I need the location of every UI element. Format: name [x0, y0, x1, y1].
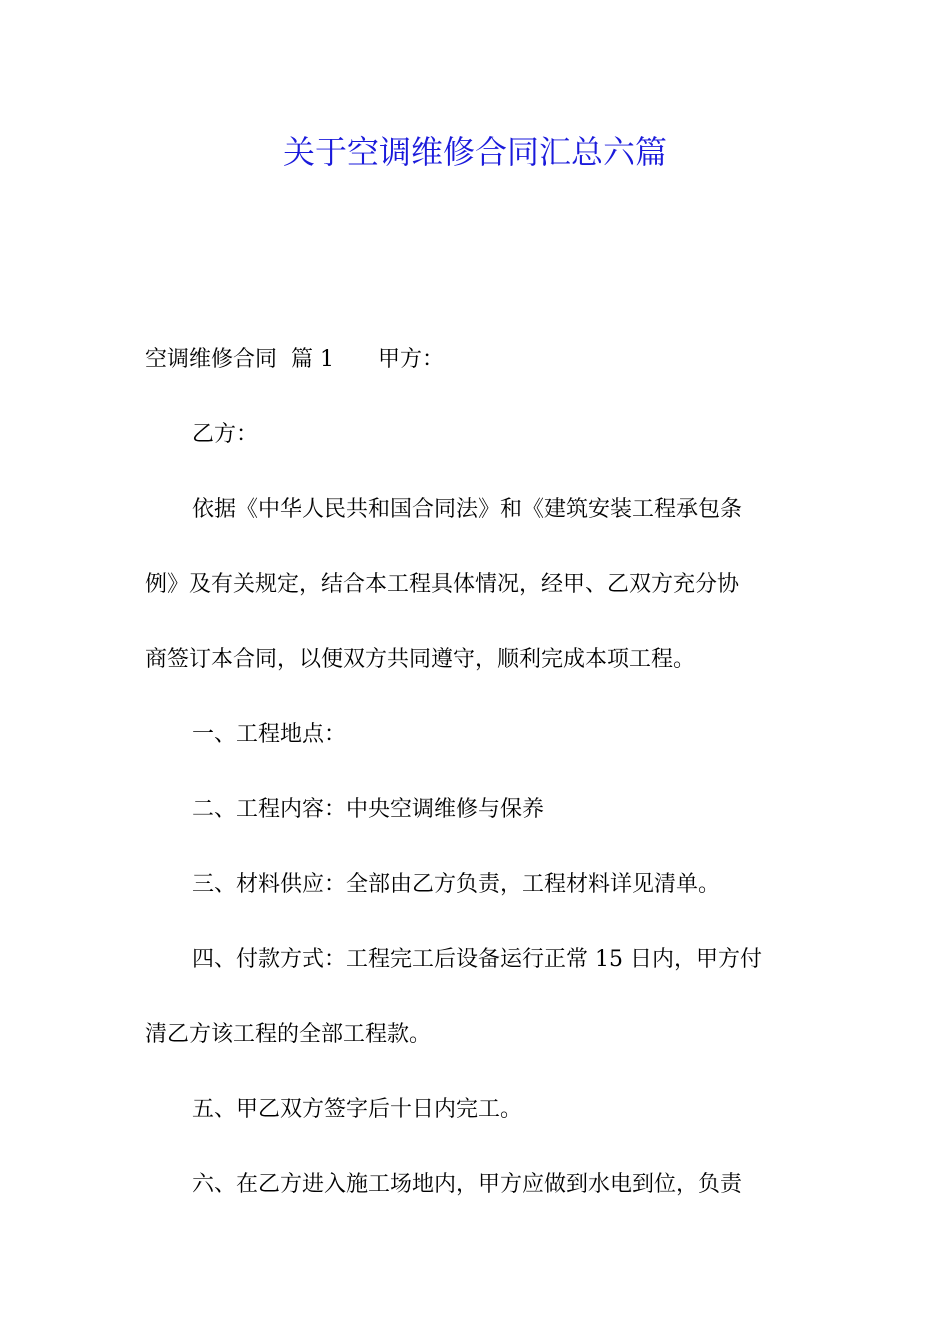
document-body	[145, 341, 810, 1241]
clause-materials: 三、材料供应：全部由乙方负责，工程材料详见清单。	[192, 872, 721, 897]
document-title: 关于空调维修合同汇总六篇	[282, 133, 667, 171]
party-b-label: 乙方：	[192, 422, 259, 447]
clause-completion: 五、甲乙双方签字后十日内完工。	[192, 1097, 523, 1122]
paragraph-line: 依据《中华人民共和国合同法》和《建筑安装工程承包条	[192, 497, 743, 522]
contract-heading	[145, 341, 810, 416]
clause-location: 一、工程地点：	[192, 722, 347, 747]
section-number: 篇 1	[291, 347, 335, 372]
clause-payment-continued: 清乙方该工程的全部工程款。	[145, 1022, 432, 1047]
paragraph-line: 商签订本合同，以便双方共同遵守，顺利完成本项工程。	[145, 647, 696, 672]
clause-payment: 四、付款方式：工程完工后设备运行正常 15 日内，甲方付	[192, 947, 762, 972]
clause-site: 六、在乙方进入施工场地内，甲方应做到水电到位，负责	[192, 1172, 743, 1197]
clause-content: 二、工程内容：中央空调维修与保养	[192, 797, 545, 822]
paragraph-line: 例》及有关规定，结合本工程具体情况，经甲、乙双方充分协	[145, 572, 740, 597]
party-a-label: 甲方：	[378, 347, 445, 372]
section-title: 空调维修合同	[145, 347, 278, 372]
